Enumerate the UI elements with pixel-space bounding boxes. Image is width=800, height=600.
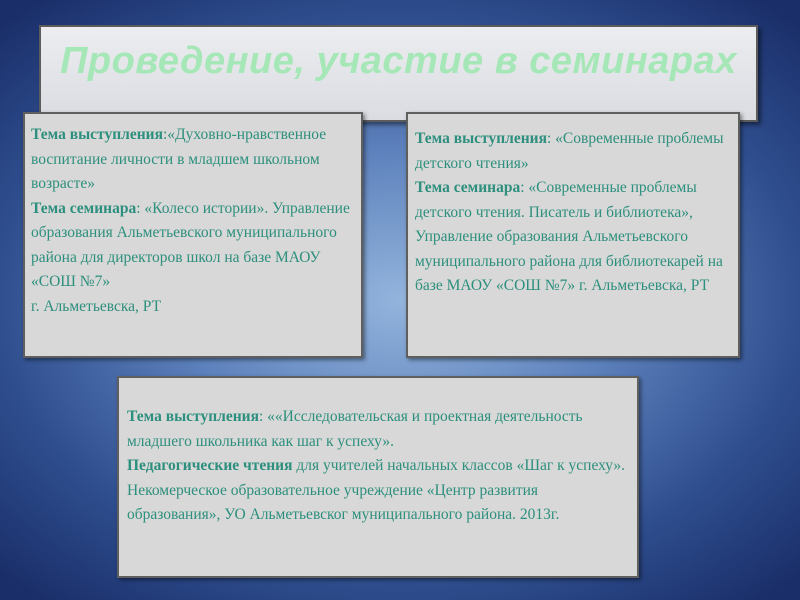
readings-text: для учителей начальных классов «Шаг к успеху». Некомерческое образовательное учреждение «Центр развития образования», УО Альметьевског муниципального района. 2013г.	[127, 457, 626, 523]
slide-title: Проведение, участие в семинарах	[60, 40, 737, 82]
topic-text: :«Духовно-нравственное воспитание личности в младшем школьном возрасте»	[31, 126, 327, 192]
topic-text: : «Современные проблемы детского чтения»	[415, 130, 724, 172]
topic-label: Тема выступления	[415, 130, 547, 147]
seminar-label: Тема семинара	[31, 199, 137, 217]
topic-label: Тема выступления	[31, 126, 163, 143]
seminar-text: : «Колесо истории». Управление образования Альметьевского муниципального района для директоров школ на базе МАОУ «СОШ №7»	[31, 199, 350, 290]
seminar-label: Тема семинара	[415, 179, 521, 196]
seminar-card-left	[23, 112, 363, 358]
topic-text: : ««Исследовательская и проектная деятельность младшего школьника как шаг к успеху».	[127, 408, 583, 450]
seminar-card-right	[406, 112, 740, 358]
readings-label: Педагогические чтения	[127, 457, 293, 474]
topic-label: Тема выступления	[127, 408, 259, 425]
title-banner	[39, 25, 758, 122]
seminar-text: : «Современные проблемы детского чтения. Писатель и библиотека», Управление образования Альметьевского муниципального района для библиотекарей на базе МАОУ «СОШ №7» г. Альметьевска, РТ	[415, 179, 723, 294]
city-text: г. Альметьевска, РТ	[31, 297, 162, 315]
seminar-card-bottom	[117, 376, 639, 578]
